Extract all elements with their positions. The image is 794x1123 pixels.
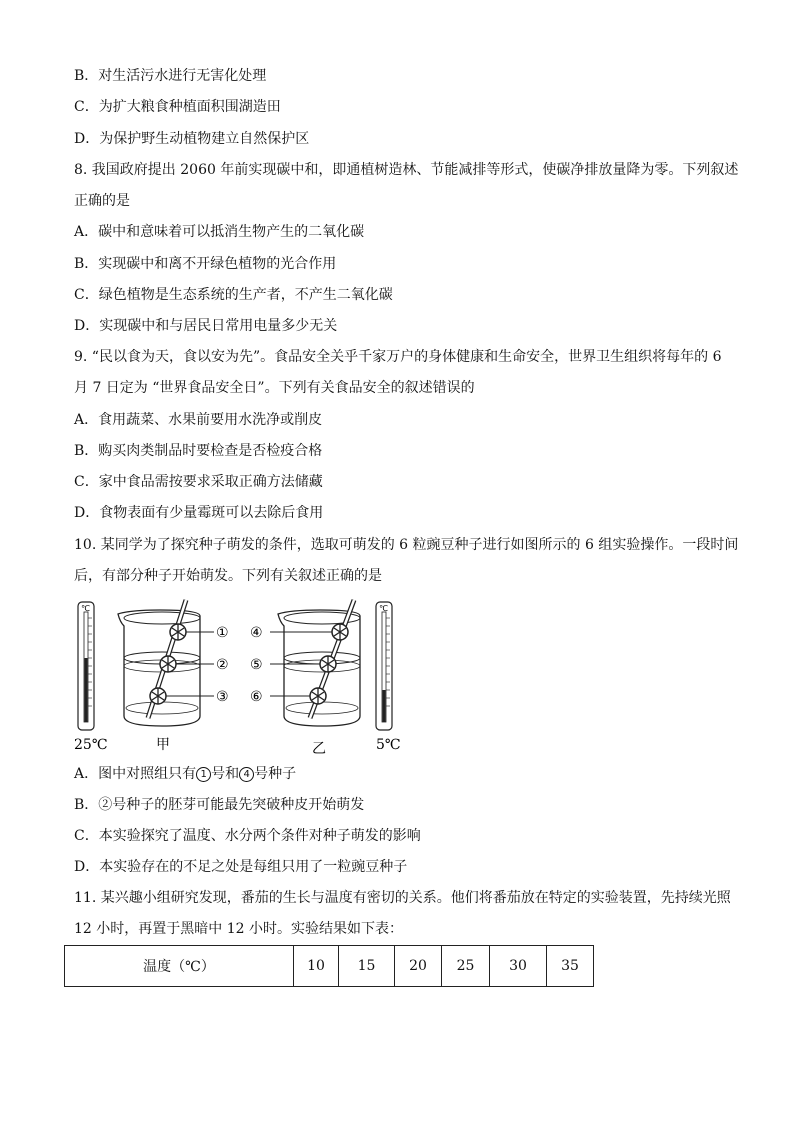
table-cell: 35	[547, 946, 594, 987]
question-10-text: 10. 某同学为了探究种子萌发的条件，选取可萌发的 6 粒豌豆种子进行如图所示的 6 组实验操作。一段时间	[74, 537, 739, 553]
question-9-text-cont: 月 7 日定为 “世界食品安全日”。下列有关食品安全的叙述错误的	[74, 380, 475, 396]
q8-option-a: A．碳中和意味着可以抵消生物产生的二氧化碳	[74, 224, 365, 240]
q10-option-a-part1: A．图中对照组只有	[74, 766, 197, 782]
q8-option-d: D．实现碳中和与居民日常用电量多少无关	[74, 318, 338, 334]
line-option-b-sewage: B．对生活污水进行无害化处理	[74, 68, 267, 84]
question-9-text: 9. “民以食为天，食以安为先”。食品安全关乎千家万户的身体健康和生命安全，世界卫生组织将每年的 6	[74, 349, 722, 365]
left-beaker	[118, 600, 214, 726]
line-option-d-reserve: D．为保护野生动植物建立自然保护区	[74, 131, 310, 147]
question-10-text-cont: 后，有部分种子开始萌发。下列有关叙述正确的是	[74, 568, 382, 584]
right-thermo-unit: ℃	[379, 604, 388, 613]
q10-option-d: D．本实验存在的不足之处是每组只用了一粒豌豆种子	[74, 859, 408, 875]
circled-number-4: 4	[239, 767, 254, 782]
table-header-cell: 温度（℃）	[65, 946, 294, 987]
q10-option-a	[74, 764, 296, 784]
table-cell: 20	[395, 946, 442, 987]
q9-option-c: C．家中食品需按要求采取正确方法储藏	[74, 474, 323, 490]
right-beaker	[270, 600, 360, 726]
seed-6	[310, 688, 326, 704]
q10-option-c: C．本实验探究了温度、水分两个条件对种子萌发的影响	[74, 828, 421, 844]
q10-option-a-part2: 号和	[211, 766, 240, 782]
q8-option-c: C．绿色植物是生态系统的生产者，不产生二氧化碳	[74, 287, 393, 303]
left-group-label: 甲	[156, 737, 170, 753]
q9-option-d: D．食物表面有少量霉斑可以去除后食用	[74, 505, 324, 521]
seed-4	[332, 624, 348, 640]
temperature-table	[64, 945, 594, 987]
table-cell: 10	[294, 946, 339, 987]
table-cell: 25	[442, 946, 490, 987]
question-11-text-cont: 12 小时，再置于黑暗中 12 小时。实验结果如下表：	[74, 921, 403, 937]
seed-germination-figure	[72, 598, 412, 758]
seed-2	[160, 656, 176, 672]
seed-label-4: ④	[250, 625, 263, 641]
table-cell: 30	[490, 946, 547, 987]
left-thermometer	[78, 602, 94, 730]
table-cell: 15	[339, 946, 395, 987]
left-thermo-unit: ℃	[81, 604, 90, 613]
q9-option-b: B．购买肉类制品时要检查是否检疫合格	[74, 443, 323, 459]
question-11-text: 11. 某兴趣小组研究发现，番茄的生长与温度有密切的关系。他们将番茄放在特定的实验装置，先持续光照	[74, 890, 731, 906]
q10-option-a-part3: 号种子	[254, 766, 297, 782]
seed-label-3: ③	[216, 689, 229, 705]
question-8-text: 8. 我国政府提出 2060 年前实现碳中和，即通植树造林、节能减排等形式，使碳净排放量降为零。下列叙述	[74, 162, 739, 178]
seed-label-2: ②	[216, 657, 229, 673]
seed-5	[320, 656, 336, 672]
q10-option-b: B．②号种子的胚芽可能最先突破种皮开始萌发	[74, 797, 365, 813]
right-temp-label: 5℃	[376, 737, 401, 753]
right-group-label: 乙	[312, 741, 326, 757]
table-row	[65, 946, 594, 987]
left-temp-label: 25℃	[74, 737, 108, 753]
right-thermometer	[376, 602, 392, 730]
seed-label-1: ①	[216, 625, 229, 641]
q8-option-b: B．实现碳中和离不开绿色植物的光合作用	[74, 256, 337, 272]
seed-label-5: ⑤	[250, 657, 263, 673]
q9-option-a: A．食用蔬菜、水果前要用水洗净或削皮	[74, 412, 323, 428]
circled-number-1: 1	[196, 767, 211, 782]
seed-3	[150, 688, 166, 704]
question-8-text-cont: 正确的是	[74, 193, 130, 209]
seed-label-6: ⑥	[250, 689, 263, 705]
seed-1	[170, 624, 186, 640]
line-option-c-lake: C．为扩大粮食种植面积围湖造田	[74, 99, 281, 115]
